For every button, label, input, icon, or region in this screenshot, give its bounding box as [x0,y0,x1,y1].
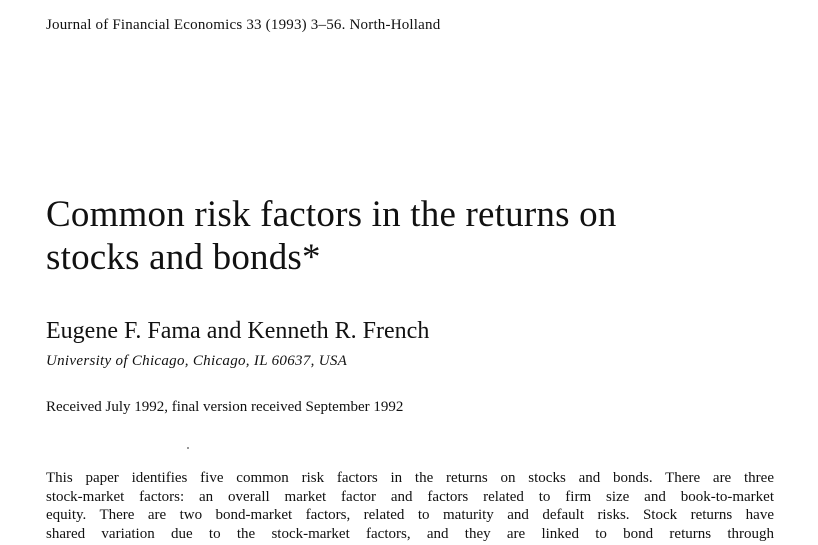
article-title [46,193,786,279]
scan-speck [187,447,189,449]
journal-citation-header: Journal of Financial Economics 33 (1993) 3–56. North-Holland [46,17,441,33]
author-affiliation: University of Chicago, Chicago, IL 60637, USA [46,353,348,369]
article-authors: Eugene F. Fama and Kenneth R. French [46,318,430,344]
received-dates: Received July 1992, final version received September 1992 [46,399,404,415]
abstract [46,469,774,543]
abstract-line: equity. There are two bond-market factors, related to maturity and default risks. Stock returns have [46,507,774,523]
article-title-line-2: stocks and bonds* [46,237,321,278]
abstract-line: stock-market factors: an overall market factor and factors related to firm size and book-to-market [46,488,774,505]
abstract-line: shared variation due to the stock-market factors, and they are linked to bond returns through [46,525,774,542]
article-title-line-1: Common risk factors in the returns on [46,194,617,235]
abstract-line: This paper identifies five common risk factors in the returns on stocks and bonds. There are three [46,470,774,486]
